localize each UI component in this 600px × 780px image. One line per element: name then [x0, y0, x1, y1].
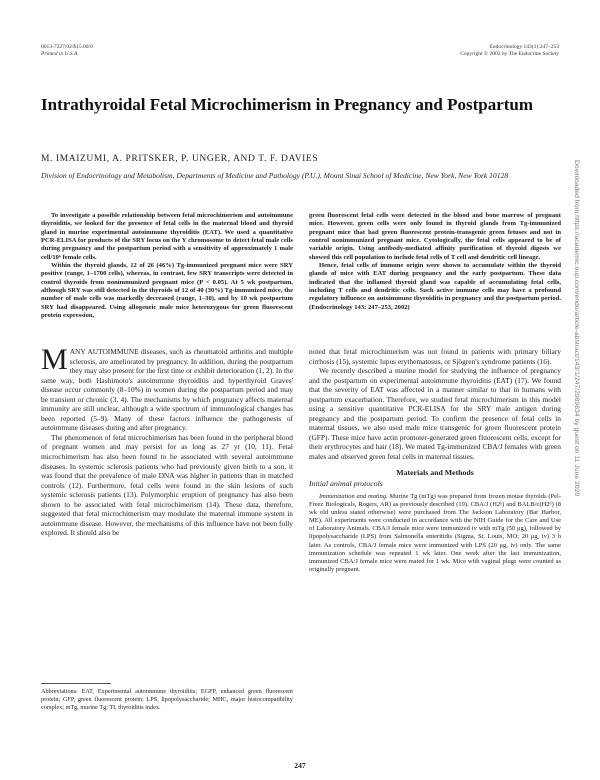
intro-paragraph-4: We recently described a murine model for studying the influence of pregnancy and the postpartum on experimental autoimmune thyroiditis (EAT) (17). We found that the severity of EAT was affected in a manner similar to that in humans with postpartum exacerbation. Therefore, we studied fetal microchimerism in this model using a sensitive quantitative PCR-ELISA for the SRY male antigen during pregnancy and the postpartum period. To confirm the presence of fetal cells in maternal tissues, we also used male mice transgenic for green fluorescent protein (GFP). These mice have actin promoter-generated green fluorescent cells, except for their erythrocytes and hair (18). We mated Tg-immunized CBA/J females with green males and observed green fetal cells in maternal tissues.: [309, 366, 561, 462]
download-watermark: Downloaded from https://academic.oup.com/endo/article-abstract/143/1/247/2989634 by guest on 11 June 2020: [573, 160, 580, 497]
methods-lead: Immunization and mating.: [319, 492, 388, 500]
page-number: 247: [294, 761, 306, 770]
abstract-paragraph-4: Hence, fetal cells of immune origin were shown to accumulate within the thyroid glands of mice with EAT during pregnancy and the early postpartum. These data indicated that the inflamed thyroid gland was capable of accumulating fetal cells, including T cells and dendritic cells. Such active immune cells may have a profound regulatory influence on autoimmune thyroiditis in pregnancy and the postpartum period. (Endocrinology 143: 247–253, 2002): [309, 262, 561, 311]
author-list: M. IMAIZUMI, A. PRITSKER, P. UNGER, AND T. F. DAVIES: [41, 154, 319, 164]
footnote-rule: [41, 683, 111, 684]
methods-paragraph: [309, 493, 561, 575]
protocols-subheading: Initial animal protocols: [309, 479, 383, 489]
affiliation: Division of Endocrinology and Metabolism, Departments of Medicine and Pathology (P.U.), Mount Sinai School of Medicine, New York, New York 10128: [41, 171, 509, 180]
journal-citation-header: [339, 44, 559, 58]
intro-paragraph-3: noted that fetal microchimerism was not found in patients with primary biliary cirrhosis (15), systemic lupus erythematosus, or Sjögren's syndrome patients (16).: [309, 347, 561, 366]
methods-heading: Materials and Methods: [396, 467, 474, 477]
abstract-paragraph-3: green fluorescent fetal cells were detected in the blood and bone marrow of pregnant mice. However, green cells were only found in thyroid glands from Tg-immunized pregnant mice that had green fluorescent protein-transgenic green fetuses and not in control nonimmunized pregnant mice. Cytologically, the fetal cells appeared to be of variable origin. Using antibody-mediated affinity purification of thyroid digests we showed this cell population to include fetal cells of T cell and dendritic cell lineage.: [309, 212, 561, 261]
article-title: Intrathyroidal Fetal Microchimerism in Pregnancy and Postpartum: [41, 95, 534, 114]
intro-paragraph-1: [41, 343, 293, 433]
abstract: [41, 212, 561, 320]
methods-text: [309, 493, 561, 575]
body-left-column: [41, 343, 293, 538]
journal-code-header: [41, 44, 93, 58]
drop-cap: M: [41, 343, 68, 376]
issn-line: 0013-7227/02/$15.00/0: [41, 44, 93, 50]
abstract-paragraph-2: Within the thyroid glands, 12 of 26 (46%) Tg-immunized pregnant mice were SRY positive (range, 1–1700 cells), whereas, in contrast, few SRY transcripts were detected in control thyroids from nonimmunized pregnant mice (P < 0.05). At 5 wk postpartum, although SRY was still detected in the thyroids of 12 of 40 (30%) Tg-immunized mice, the number of male cells was markedly decreased (range, 1–30), and by 10 wk postpartum SRY had disappeared. Using allogeneic male mice heterozygous for green fluorescent protein expression,: [41, 262, 293, 320]
copyright-line: Copyright © 2002 by The Endocrine Society: [460, 51, 559, 57]
abstract-col-left: [41, 212, 293, 320]
intro-paragraph-1-text: ANY AUTOIMMUNE diseases, such as rheumatoid arthritis and multiple sclerosis, are ameliorated by pregnancy. In addition, during the postpartum they may also present for the first time or exhibit deterioration (1, 2). In the same way, both Hashimoto's autoimmune thyroiditis and hyperthyroid Graves' disease occur commonly (8–10%) in women during the postpartum period and may be transient or chronic (3, 4). The mechanisms by which pregnancy affects maternal immunity are still unclear, although a wide spectrum of immunological changes has been reported (5–9). Many of these factors influence the pathogenesis of autoimmune diseases during and after pregnancy.: [41, 347, 293, 433]
printed-line: Printed in U.S.A.: [41, 51, 79, 57]
journal-citation: Endocrinology 143(1):247–253: [489, 44, 559, 50]
body-right-column: [309, 347, 561, 574]
abstract-paragraph-1: To investigate a possible relationship between fetal microchimerism and autoimmune thyroiditis, we looked for the presence of fetal cells in the maternal blood and thyroid gland in murine experimental autoimmune thyroiditis (EAT). We used a quantitative PCR-ELISA for products of the SRY locus on the Y chromosome to detect fetal male cells during pregnancy and the postpartum period with a sensitivity of approximately 1 male cell/10⁶ female cells.: [41, 212, 293, 261]
abstract-col-right: [309, 212, 561, 320]
abbreviations-footnote: Abbreviations: EAT, Experimental autoimmune thyroiditis; EGFP, enhanced green fluorescent protein; GFP, green fluorescent protein; LPS, lipopolysaccharide; MHC, major histocompatibility complex; mTg, murine Tg; TI, thyroiditis index.: [41, 688, 293, 712]
methods-paragraph-text: Murine Tg (mTg) was prepared from frozen mouse thyroids (Pel-Freez Biologicals, Rogers, AR) as previously described (19). CBA/J (H2ᵏ) and BALB/c(H2ᵈ) (8 wk old unless stated otherwise) were purchased from The Jackson Laboratory (Bar Harbor, ME). All experiments were conducted in accordance with the NIH Guide for the Care and Use of Laboratory Animals. CBA/J female mice were immunized iv with mTg (50 μg), followed by lipopolysaccharide (LPS) from Salmonella enteritidis (Sigma, St. Louis, MO; 20 μg, iv) 3 h later. As controls, CBA/J female mice were immunized with LPS (20 μg, iv) only. The same immunization schedule was repeated 1 wk later. One week after the last immunization, immunized CBA/J female mice were mated for 1 wk. Mice with vaginal plugs were counted as originally pregnant.: [309, 492, 561, 574]
intro-paragraph-2: The phenomenon of fetal microchimerism has been found in the peripheral blood of pregnant women and may persist for as long as 27 yr (10, 11). Fetal microchimerism has also been found to be associated with several autoimmune diseases. In systemic sclerosis patients who had previously given birth to a son, it was found that the prevalence of male DNA was higher in patients than in matched controls (12). Furthermore, fetal cells were found in the skin lesions of such systemic sclerosis patients (13). Polymorphic eruption of pregnancy has also been shown to be associated with fetal microchimerism (14). These data, therefore, suggested that fetal microchimerism may modulate the maternal immune system in autoimmune disease. However, the mechanisms of this influence have not been fully explored. It should also be: [41, 432, 293, 538]
